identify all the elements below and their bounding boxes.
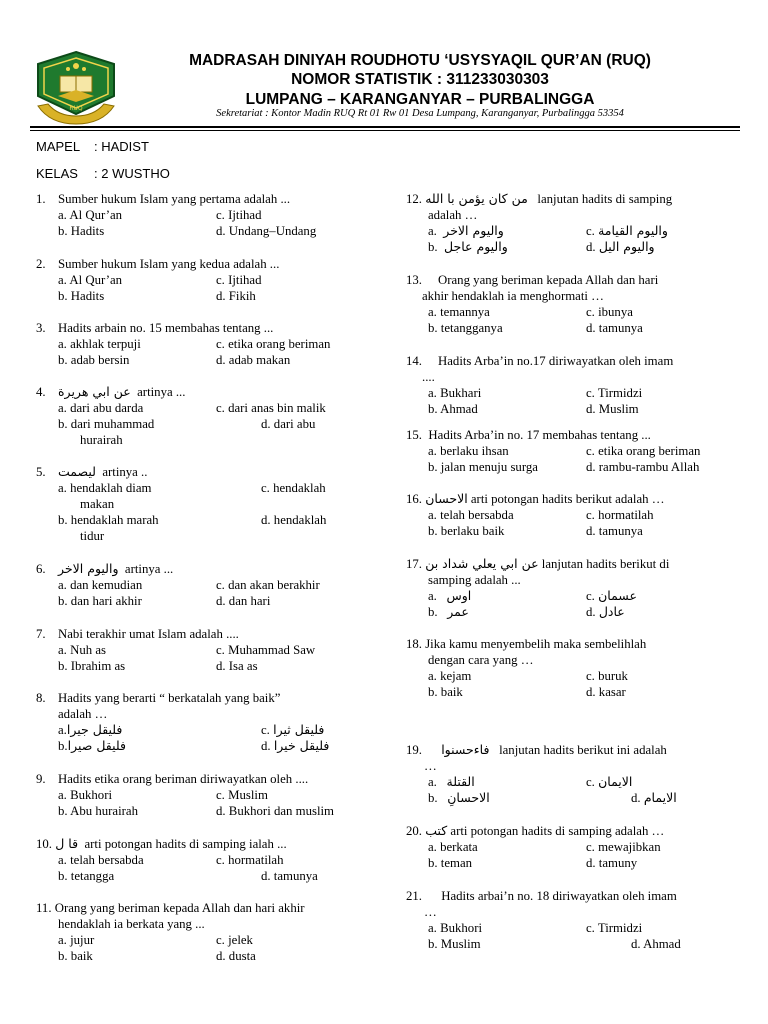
option-c: c. etika orang beriman [586, 444, 701, 458]
option-d: d. [586, 240, 596, 254]
question-stem: Orang yang beriman kepada Allah dan hari akhir [54, 901, 305, 915]
question-number: 8. [36, 691, 46, 705]
question-stem: Jika kamu menyembelih maka sembelihlah [425, 637, 647, 651]
option-a-arabic: فليقل جيرا [66, 722, 123, 737]
option-a: a. dan kemudian [58, 578, 143, 592]
option-a: a. Nuh as [58, 643, 106, 657]
question-stem: arti potongan hadits di samping adalah … [450, 824, 665, 838]
option-c-arabic: فليقل ثيرا [273, 722, 325, 737]
question-15 [406, 427, 734, 475]
subject-line [36, 139, 149, 154]
option-c: c. buruk [586, 669, 628, 683]
option-b: b. Hadits [58, 224, 105, 238]
kelas-label: KELAS [36, 166, 78, 181]
option-a: a. akhlak terpuji [58, 337, 141, 351]
question-number: 19. [406, 743, 422, 757]
question-9 [36, 771, 364, 819]
option-c: c. mewajibkan [586, 840, 661, 854]
option-c-arabic: الايمان [598, 774, 633, 789]
question-1 [36, 191, 364, 239]
option-c: c. [586, 224, 595, 238]
option-d: d. tamunya [586, 321, 643, 335]
option-b-cont: hurairah [80, 433, 123, 447]
option-d: d. kasar [586, 685, 626, 699]
option-a: a. Al Qur’an [58, 273, 123, 287]
option-b-arabic: واليوم عاجل [444, 239, 508, 254]
option-a: a. hendaklah diam [58, 481, 152, 495]
option-d: d. rambu-rambu Allah [586, 460, 700, 474]
question-stem: Hadits etika orang beriman diriwayatkan oleh .... [58, 772, 309, 786]
question-stem: Hadits arbain no. 15 membahas tentang ... [58, 321, 274, 335]
question-2 [36, 256, 364, 304]
question-arabic: عن ابي هريرة [58, 384, 131, 399]
option-a: a. telah bersabda [58, 853, 144, 867]
class-line [36, 166, 170, 181]
question-stem: Sumber hukum Islam yang pertama adalah ... [58, 192, 291, 206]
secretariat-address: Sekretariat : Kontor Madin RUQ Rt 01 Rw 01 Desa Lumpang, Karanganyar, Purbalingga 53354 [216, 108, 624, 119]
question-number: 16. [406, 492, 422, 506]
option-b: b. [428, 240, 438, 254]
option-b: b. teman [428, 856, 473, 870]
question-stem: artinya ... [137, 385, 186, 399]
option-a: a. telah bersabda [428, 508, 514, 522]
option-c: c. Ijtihad [216, 273, 262, 287]
question-20 [406, 823, 734, 871]
question-stem: Hadits Arba’in no.17 diriwayatkan oleh imam [438, 354, 674, 368]
option-b: b. [58, 739, 68, 753]
question-stem-cont: adalah … [58, 707, 108, 721]
question-number: 21. [406, 889, 422, 903]
option-a: a. [428, 589, 437, 603]
question-3 [36, 320, 364, 368]
question-arabic: قا ل [55, 836, 79, 851]
question-14 [406, 353, 734, 417]
question-number: 11. [36, 901, 52, 915]
option-d: d. dan hari [216, 594, 271, 608]
question-number: 6. [36, 562, 46, 576]
option-b: b. dan hari akhir [58, 594, 142, 608]
option-c: c. dari anas bin malik [216, 401, 326, 415]
option-b: b. [428, 791, 438, 805]
header-divider-thin [30, 130, 740, 131]
question-number: 20. [406, 824, 422, 838]
option-c: c. [586, 589, 595, 603]
option-b: b. [428, 605, 438, 619]
option-b: b. jalan menuju surga [428, 460, 538, 474]
question-5 [36, 464, 364, 544]
option-c: c. ibunya [586, 305, 633, 319]
option-d: d. Ahmad [631, 937, 681, 951]
option-b: b. Abu hurairah [58, 804, 138, 818]
option-b: b. baik [58, 949, 93, 963]
option-b-arabic: فليقل صيرا [67, 738, 127, 753]
option-d: d. Undang–Undang [216, 224, 317, 238]
option-d: d. hendaklah [261, 513, 327, 527]
question-stem-cont: adalah … [428, 208, 478, 222]
question-arabic: واليوم الاخر [58, 561, 119, 576]
option-a: a. Bukhari [428, 386, 482, 400]
option-d-cont: tidur [80, 529, 105, 543]
option-b: b. Hadits [58, 289, 105, 303]
question-arabic: ليصمت [58, 464, 96, 479]
option-c: c. Tirmidzi [586, 921, 643, 935]
option-b: b. Muslim [428, 937, 481, 951]
question-12 [406, 191, 734, 255]
question-stem-cont: … [424, 905, 437, 919]
question-number: 13. [406, 273, 422, 287]
question-10 [36, 836, 364, 884]
question-stem: lanjutan hadits berikut ini adalah [499, 743, 667, 757]
option-c: c. [586, 775, 595, 789]
option-d-arabic: فليقل خيرا [273, 738, 330, 753]
question-19 [406, 742, 734, 806]
option-b: b. Ahmad [428, 402, 478, 416]
option-b: b. adab bersin [58, 353, 130, 367]
option-d: d. tamunya [261, 869, 318, 883]
question-stem-cont: akhir hendaklah ia menghormati … [422, 289, 604, 303]
option-c: c. hormatilah [216, 853, 284, 867]
option-a: a. [428, 224, 437, 238]
option-d-arabic: الايمام [643, 790, 677, 805]
option-a: a. berlaku ihsan [428, 444, 509, 458]
question-4 [36, 384, 364, 448]
question-number: 3. [36, 321, 46, 335]
option-a: a. Al Qur’an [58, 208, 123, 222]
question-number: 10. [36, 837, 52, 851]
question-stem: Sumber hukum Islam yang kedua adalah ... [58, 257, 280, 271]
question-stem-cont: .... [422, 370, 435, 384]
question-stem: Orang yang beriman kepada Allah dan hari [438, 273, 659, 287]
option-d: d. Fikih [216, 289, 256, 303]
question-16 [406, 491, 734, 539]
option-d-arabic: عادل [598, 604, 625, 619]
statistic-number: NOMOR STATISTIK : 311233030303 [291, 71, 549, 88]
option-c-arabic: واليوم القيامة [598, 223, 668, 238]
question-stem: artinya .. [102, 465, 148, 479]
option-a-arabic: القتلة [446, 774, 475, 789]
question-17 [406, 556, 734, 620]
question-21 [406, 888, 734, 952]
question-stem: Hadits yang berarti “ berkatalah yang baik” [58, 691, 281, 705]
option-b-arabic: عمر [447, 604, 469, 619]
school-name: MADRASAH DINIYAH ROUDHOTU ‘USYSYAQIL QUR’AN (RUQ) [189, 52, 651, 69]
option-a: a. Bukhori [58, 788, 113, 802]
question-stem: arti potongan hadits di samping ialah ... [84, 837, 287, 851]
option-d: d. dari abu [261, 417, 316, 431]
question-stem: Hadits arbai’n no. 18 diriwayatkan oleh imam [441, 889, 677, 903]
option-b: b. baik [428, 685, 463, 699]
option-c: c. Ijtihad [216, 208, 262, 222]
mapel-value: : HADIST [94, 139, 149, 154]
option-c-arabic: عسمان [598, 588, 637, 603]
option-c: c. jelek [216, 933, 253, 947]
option-d: d. Bukhori dan muslim [216, 804, 335, 818]
option-b: b. tetangganya [428, 321, 503, 335]
question-number: 17. [406, 557, 422, 571]
question-11 [36, 900, 364, 964]
option-c: c. dan akan berakhir [216, 578, 320, 592]
question-stem-cont: samping adalah ... [428, 573, 521, 587]
question-6 [36, 561, 364, 609]
option-b: b. berlaku baik [428, 524, 505, 538]
option-a: a. dari abu darda [58, 401, 144, 415]
madrasah-logo [30, 46, 122, 126]
option-a: a. berkata [428, 840, 478, 854]
question-stem: artinya ... [124, 562, 174, 576]
option-b: b. Ibrahim as [58, 659, 126, 673]
option-a: a. [428, 775, 437, 789]
kelas-value: : 2 WUSTHO [94, 166, 170, 181]
question-arabic: الاحسان [425, 491, 468, 506]
option-a-arabic: واليوم الاخر [443, 223, 504, 238]
question-number: 1. [36, 192, 46, 206]
question-stem: Hadits Arba’in no. 17 membahas tentang ... [428, 428, 651, 442]
option-c: c. Tirmidzi [586, 386, 643, 400]
question-13 [406, 272, 734, 336]
question-number: 9. [36, 772, 46, 786]
question-18 [406, 636, 734, 700]
question-7 [36, 626, 364, 674]
option-b: b. dari muhammad [58, 417, 155, 431]
question-arabic: كتب [425, 823, 448, 838]
option-a: a. Bukhori [428, 921, 483, 935]
header-divider [30, 126, 740, 128]
option-a: a. [58, 723, 67, 737]
question-number: 18. [406, 637, 422, 651]
option-d: d. [631, 791, 641, 805]
option-d: d. [586, 605, 596, 619]
option-d: d. tamuny [586, 856, 638, 870]
option-b: b. hendaklah marah [58, 513, 159, 527]
option-d: d. dusta [216, 949, 256, 963]
option-a: a. kejam [428, 669, 472, 683]
question-number: 14. [406, 354, 422, 368]
option-b-arabic: الاحسانِ [447, 790, 490, 805]
question-stem-cont: … [424, 759, 437, 773]
option-c: c. [261, 723, 270, 737]
question-stem: lanjutan hadits berikut di [541, 557, 670, 571]
question-stem: lanjutan hadits di samping [537, 192, 673, 206]
question-arabic: فاءحسنوا [441, 742, 490, 757]
option-d: d. adab makan [216, 353, 291, 367]
option-c: c. hormatilah [586, 508, 654, 522]
school-location: LUMPANG – KARANGANYAR – PURBALINGGA [245, 91, 595, 108]
option-d: d. Muslim [586, 402, 639, 416]
question-number: 2. [36, 257, 46, 271]
question-stem: Nabi terakhir umat Islam adalah .... [58, 627, 239, 641]
question-number: 4. [36, 385, 46, 399]
option-b: b. tetangga [58, 869, 115, 883]
question-stem-cont: dengan cara yang … [428, 653, 534, 667]
option-a: a. jujur [58, 933, 95, 947]
question-number: 7. [36, 627, 46, 641]
option-c: c. etika orang beriman [216, 337, 331, 351]
option-d-arabic: واليوم اليل [598, 239, 655, 254]
svg-text:RUQ: RUQ [69, 105, 83, 112]
question-number: 5. [36, 465, 46, 479]
option-a-arabic: اوس [446, 588, 472, 603]
question-stem-cont: hendaklah ia berkata yang ... [58, 917, 205, 931]
option-c: c. Muslim [216, 788, 268, 802]
question-arabic: من كان يؤمن با الله [425, 191, 528, 206]
question-number: 15. [406, 428, 422, 442]
question-8 [36, 690, 364, 754]
option-d: d. [261, 739, 271, 753]
option-d: d. tamunya [586, 524, 643, 538]
option-d: d. Isa as [216, 659, 258, 673]
option-a: a. temannya [428, 305, 490, 319]
mapel-label: MAPEL [36, 139, 81, 154]
question-stem: arti potongan hadits berikut adalah … [470, 492, 665, 506]
option-c: c. Muhammad Saw [216, 643, 316, 657]
question-number: 12. [406, 192, 422, 206]
option-c-cont: makan [80, 497, 115, 511]
question-arabic: عن ابي يعلي شداد بن [425, 556, 539, 571]
option-c: c. hendaklah [261, 481, 326, 495]
